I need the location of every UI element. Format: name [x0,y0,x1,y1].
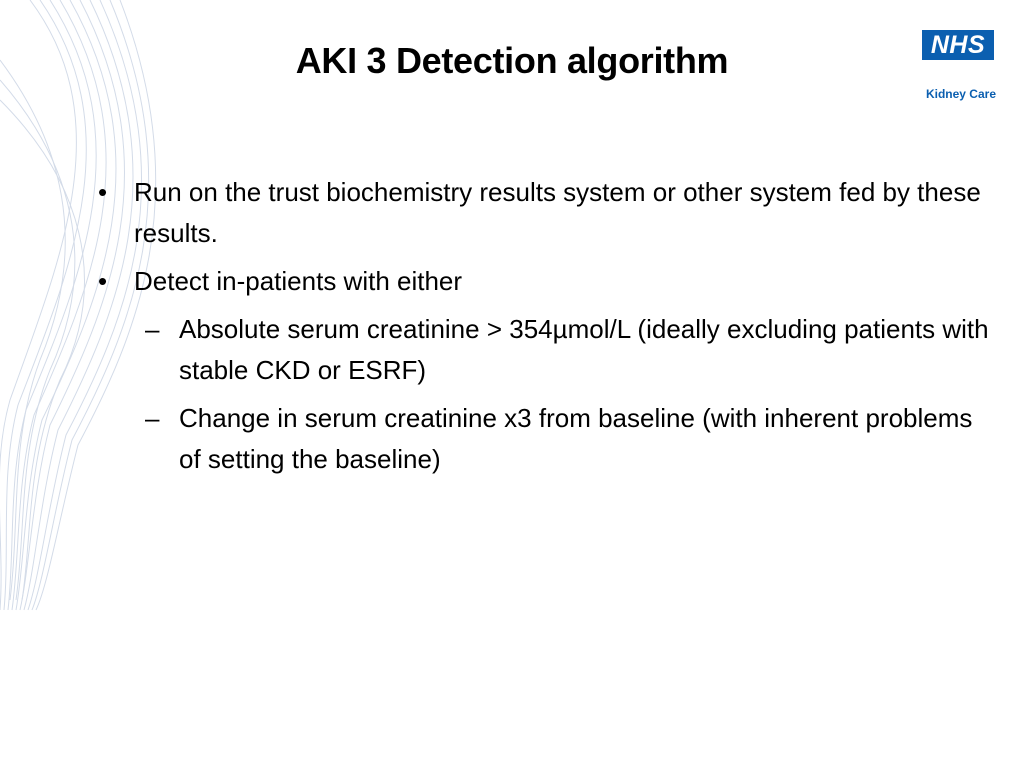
bullet-text: Detect in-patients with either [134,266,463,296]
sub-bullet-marker: – [145,403,160,433]
bullet-marker: • [98,177,108,207]
sub-bullet-marker: – [145,314,160,344]
bullet-item [98,261,998,302]
bullet-item [98,172,998,254]
nhs-kidney-care-logo [912,30,998,101]
logo-subtitle: Kidney Care [925,87,996,101]
slide-content [98,172,998,487]
sub-bullet-item [98,309,998,391]
sub-bullet-text: Change in serum creatinine x3 from baseline (with inherent problems of setting the baseline) [179,403,973,474]
slide-title: AKI 3 Detection algorithm [295,40,729,81]
sub-bullet-item [98,398,998,480]
nhs-logo: NHS [922,30,994,60]
sub-bullet-text: Absolute serum creatinine > 354µmol/L (ideally excluding patients with stable CKD or ESRF) [179,314,989,385]
bullet-marker: • [98,266,108,296]
bullet-text: Run on the trust biochemistry results system or other system fed by these results. [134,177,981,248]
